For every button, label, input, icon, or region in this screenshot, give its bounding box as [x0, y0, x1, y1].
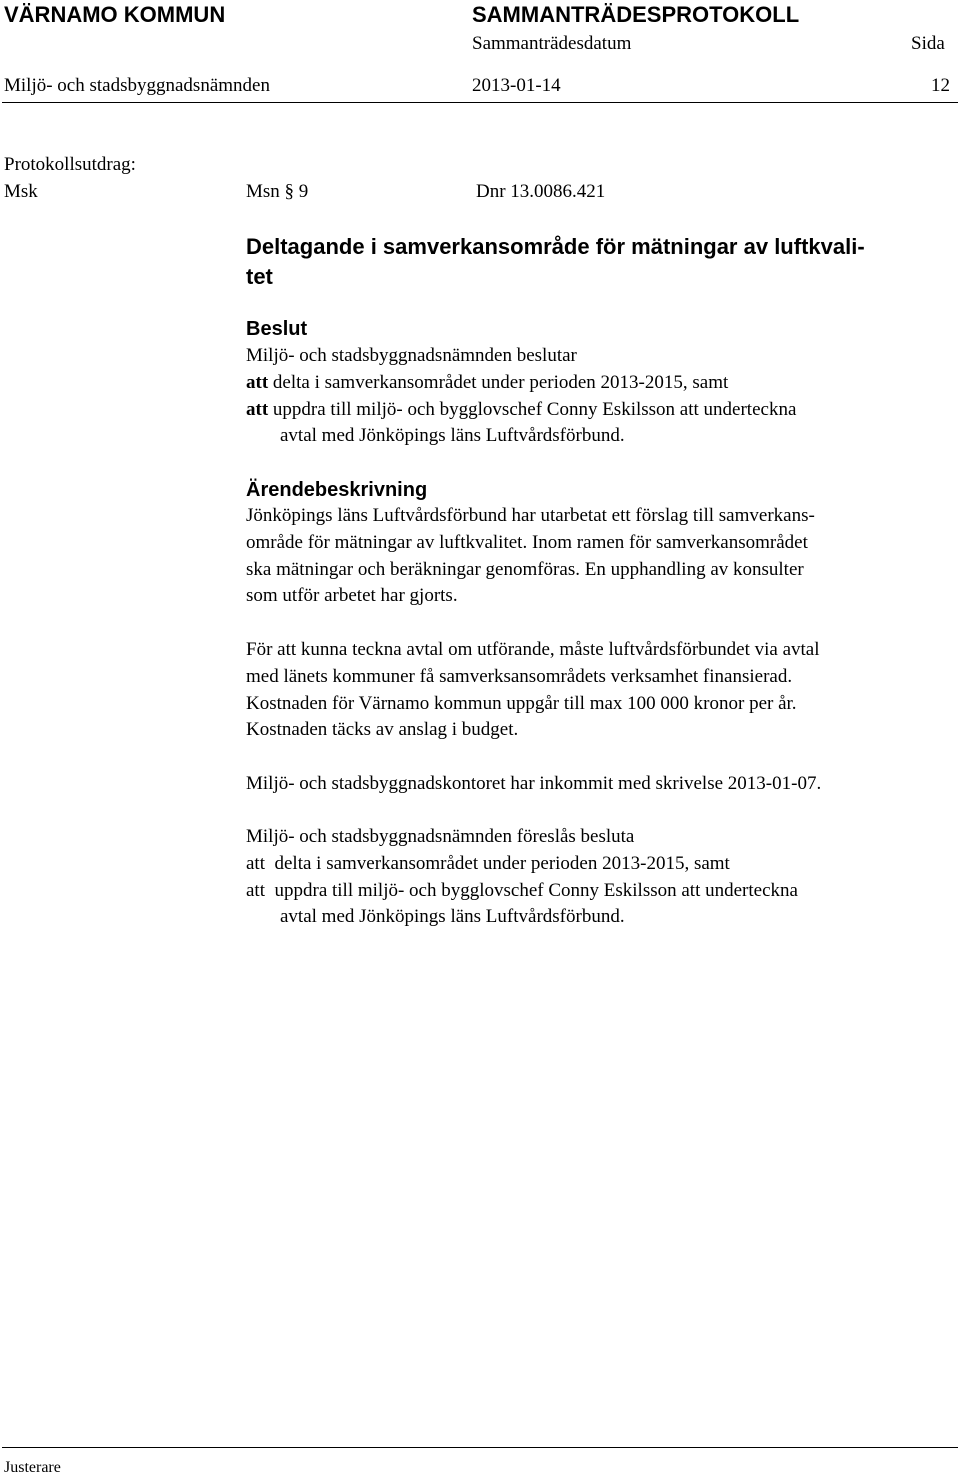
decision-intro: Miljö- och stadsbyggnadsnämnden beslutar [246, 345, 577, 366]
proposal-att-1: att delta i samverkansområdet under perioden 2013-2015, samt [246, 852, 730, 874]
case-title-line-1: Deltagande i samverkansområde för mätningar av luftkvali- [246, 234, 865, 259]
description-paragraph-2 [246, 637, 958, 744]
proposal-att-2: att uppdra till miljö- och bygglovschef Conny Eskilsson att underteckna [246, 879, 798, 901]
meeting-date-label: Sammanträdesdatum [472, 33, 632, 54]
decision-att-2-text: uppdra till miljö- och bygglovschef Conny Eskilsson att underteckna [268, 398, 797, 420]
footer-justerare-label: Justerare [4, 1459, 61, 1476]
decision-att-1-text: delta i samverkansområdet under perioden 2013-2015, samt [268, 371, 729, 393]
case-reference: Msn § 9 [246, 181, 309, 202]
case-title-line-2: tet [246, 264, 273, 289]
decision-att-2 [246, 397, 958, 424]
proposal-paragraph [246, 824, 958, 931]
text-line: Miljö- och stadsbyggnadskontoret har inkommit med skrivelse 2013-01-07. [246, 773, 822, 794]
page-number: 12 [931, 75, 950, 96]
excerpt-recipient: Msk [4, 181, 38, 202]
text-line: Kostnaden för Värnamo kommun uppgår till max 100 000 kronor per år. [246, 692, 797, 714]
decision-body [246, 343, 958, 450]
text-line: som utför arbetet har gjorts. [246, 585, 458, 607]
committee-name: Miljö- och stadsbyggnadsnämnden [4, 75, 270, 96]
description-paragraph-3 [246, 771, 958, 798]
doc-type: SAMMANTRÄDESPROTOKOLL [472, 2, 800, 27]
footer-rule [2, 1447, 958, 1448]
page-label: Sida [911, 33, 945, 54]
header-rule [2, 102, 958, 103]
text-line: För att kunna teckna avtal om utförande, måste luftvårdsförbundet via avtal [246, 639, 820, 660]
proposal-att-2-cont: avtal med Jönköpings läns Luftvårdsförbund. [280, 906, 625, 928]
text-line: ska mätningar och beräkningar genomföras. En upphandling av konsulter [246, 558, 804, 580]
decision-att-1 [246, 370, 958, 397]
meeting-date: 2013-01-14 [472, 75, 561, 96]
text-line: Kostnaden täcks av anslag i budget. [246, 719, 519, 741]
att-keyword: att [246, 398, 269, 420]
decision-heading: Beslut [246, 318, 308, 340]
description-paragraph-1 [246, 503, 958, 610]
excerpt-label: Protokollsutdrag: [4, 154, 136, 175]
org-name: VÄRNAMO KOMMUN [4, 2, 226, 27]
decision-att-2-cont: avtal med Jönköpings läns Luftvårdsförbund. [280, 425, 625, 447]
text-line: med länets kommuner få samverksansområdets verksamhet finansierad. [246, 665, 793, 687]
att-keyword: att [246, 371, 269, 393]
case-title [246, 232, 865, 292]
description-heading: Ärendebeskrivning [246, 479, 428, 501]
diary-number: Dnr 13.0086.421 [476, 181, 606, 202]
text-line: Jönköpings läns Luftvårdsförbund har utarbetat ett förslag till samverkans- [246, 505, 815, 526]
text-line: område för mätningar av luftkvalitet. Inom ramen för samverkansområdet [246, 531, 808, 553]
proposal-intro: Miljö- och stadsbyggnadsnämnden föreslås besluta [246, 826, 635, 847]
